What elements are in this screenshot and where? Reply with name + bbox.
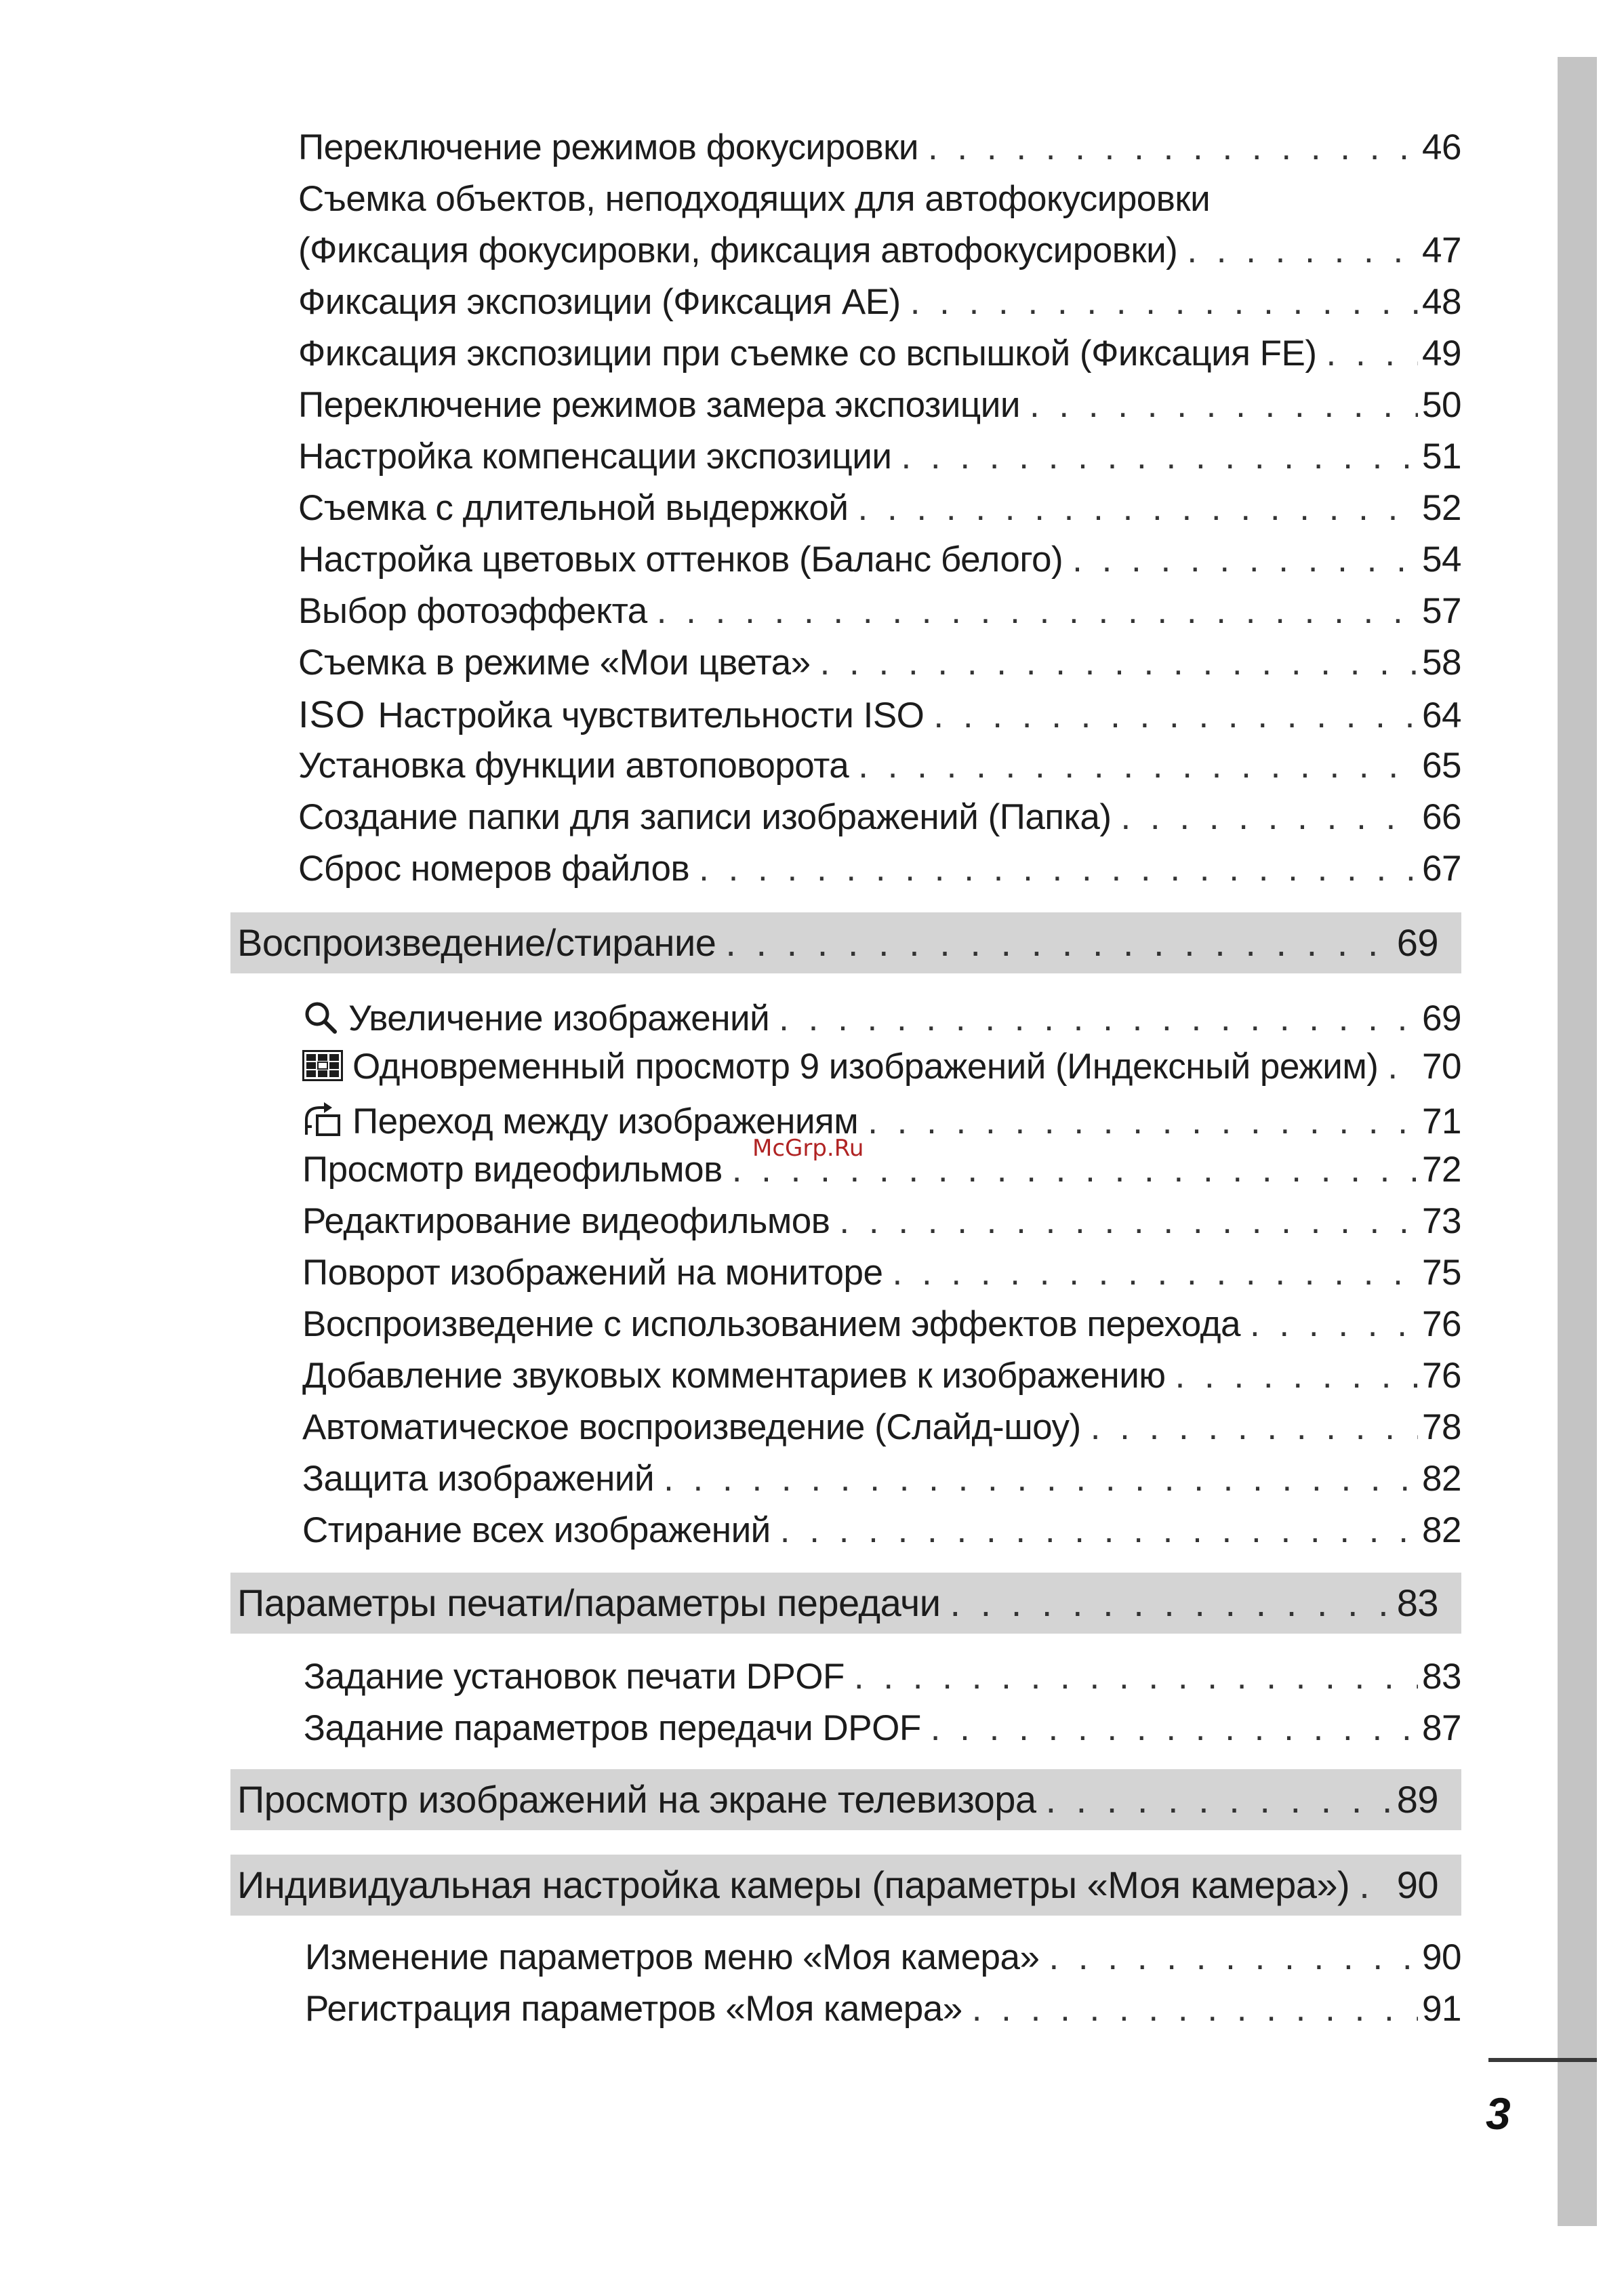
toc-entry-title: Съемка в режиме «Мои цвета» (298, 643, 811, 683)
side-thumb-strip (1558, 57, 1597, 2226)
toc-entry-title: Сброс номеров файлов (298, 849, 690, 889)
toc-entry-title: Создание папки для записи изображений (Папка) (298, 797, 1112, 837)
page-number: 3 (1486, 2088, 1511, 2139)
toc-entry-title: Одновременный просмотр 9 изображений (Индексный режим) (352, 1047, 1379, 1087)
toc-entry-title: Настройка компенсации экспозиции (298, 437, 892, 477)
toc-entry-title: Поворот изображений на мониторе (302, 1253, 883, 1293)
toc-entry-page: 75 (1422, 1253, 1461, 1293)
toc-entry-page: 83 (1422, 1657, 1461, 1697)
leader-dots (858, 744, 1418, 788)
toc-entry-page: 69 (1422, 998, 1461, 1038)
leader-dots (972, 1987, 1418, 2031)
leader-dots (893, 1251, 1419, 1295)
toc-entry[interactable] (302, 1200, 1461, 1243)
leader-dots (910, 281, 1418, 324)
section-title: Просмотр изображений на экране телевизора (237, 1778, 1036, 1821)
toc-entry[interactable] (302, 1303, 1461, 1346)
toc-entry-page: 64 (1422, 695, 1461, 735)
toc-entry-title: Задание установок печати DPOF (304, 1657, 845, 1697)
section-title: Параметры печати/параметры передачи (237, 1581, 941, 1624)
toc-entry[interactable] (302, 1045, 1461, 1089)
leader-dots (933, 694, 1418, 738)
toc-entry-page: 82 (1422, 1459, 1461, 1499)
leader-dots (1187, 229, 1418, 272)
leader-dots (1091, 1406, 1418, 1449)
toc-entry-title: Просмотр видеофильмов (302, 1150, 723, 1190)
section-heading (237, 1581, 1438, 1625)
toc-entry-page: 91 (1422, 1989, 1461, 2029)
toc-entry-page: 57 (1422, 591, 1461, 631)
toc-entry[interactable] (298, 332, 1461, 376)
toc-entry-page: 52 (1422, 488, 1461, 528)
toc-entry-title: Фиксация экспозиции при съемке со вспышкой (Фиксация FE) (298, 334, 1317, 373)
toc-entry-page: 66 (1422, 797, 1461, 837)
toc-entry-title-line1[interactable]: Съемка объектов, неподходящих для автофокусировки (298, 179, 1211, 219)
magnify-icon (302, 999, 339, 1036)
toc-entry[interactable] (298, 435, 1461, 479)
leader-dots (1250, 1303, 1418, 1346)
leader-dots (779, 997, 1418, 1041)
toc-entry[interactable] (298, 693, 1461, 736)
toc-entry-title: Увеличение изображений (348, 998, 770, 1038)
leader-dots (725, 921, 1392, 965)
toc-entry-page: 67 (1422, 849, 1461, 889)
leader-dots (699, 847, 1418, 891)
toc-entry-title: Добавление звуковых комментариев к изображению (302, 1356, 1166, 1396)
toc-entry[interactable] (302, 1509, 1461, 1552)
leader-dots (858, 487, 1419, 530)
toc-entry[interactable] (302, 1148, 1461, 1192)
section-heading (237, 921, 1438, 965)
leader-dots (1175, 1354, 1418, 1398)
toc-entry-title: Изменение параметров меню «Моя камера» (305, 1937, 1040, 1977)
toc-entry-title: Настройка цветовых оттенков (Баланс белого) (298, 540, 1063, 580)
toc-entry[interactable] (298, 590, 1461, 633)
toc-entry-title: Регистрация параметров «Моя камера» (305, 1989, 962, 2029)
toc-entry-title: Переключение режимов фокусировки (298, 127, 918, 167)
leader-dots (1072, 538, 1418, 582)
toc-entry[interactable] (302, 1457, 1461, 1501)
leader-dots (780, 1509, 1418, 1552)
toc-entry-page: 82 (1422, 1510, 1461, 1550)
toc-entry-title: Переход между изображениям (352, 1102, 859, 1142)
leader-dots (820, 641, 1418, 685)
toc-entry-title: Съемка с длительной выдержкой (298, 488, 849, 528)
section-band-print[interactable] (230, 1573, 1461, 1634)
toc-entry-title: Редактирование видеофильмов (302, 1201, 830, 1241)
toc-entry-page: 48 (1422, 282, 1461, 322)
toc-entry[interactable] (302, 1251, 1461, 1295)
leader-dots (1120, 796, 1418, 839)
section-band-my-camera[interactable] (230, 1855, 1461, 1916)
toc-entry-title: Настройка чувствительности ISO (378, 695, 925, 735)
leader-dots (1030, 384, 1418, 427)
toc-entry[interactable] (302, 1354, 1461, 1398)
toc-entry-page: 51 (1422, 437, 1461, 477)
leader-dots (657, 590, 1418, 633)
toc-entry-page: 49 (1422, 334, 1461, 373)
toc-entry-title: Выбор фотоэффекта (298, 591, 647, 631)
jump-icon (302, 1101, 343, 1137)
toc-entry-title: Задание параметров передачи DPOF (304, 1708, 921, 1748)
toc-entry-page: 47 (1422, 230, 1461, 270)
section-page: 69 (1396, 921, 1438, 964)
section-band-playback[interactable] (230, 912, 1461, 973)
toc-entry[interactable] (302, 1097, 1461, 1140)
section-page: 90 (1396, 1863, 1438, 1906)
toc-entry[interactable] (304, 1655, 1461, 1699)
toc-entry-title: Фиксация экспозиции (Фиксация AE) (298, 282, 901, 322)
iso-icon: ISO (298, 693, 366, 735)
toc-entry[interactable] (302, 994, 1461, 1037)
section-heading (237, 1863, 1438, 1907)
section-page: 89 (1396, 1778, 1438, 1821)
toc-entry[interactable] (302, 1406, 1461, 1449)
toc-entry-page: 87 (1422, 1708, 1461, 1748)
section-title: Индивидуальная настройка камеры (параметры «Моя камера») (237, 1863, 1350, 1906)
toc-entry-title: (Фиксация фокусировки, фиксация автофокусировки) (298, 230, 1178, 270)
leader-dots (931, 1707, 1418, 1750)
leader-dots (854, 1655, 1418, 1699)
leader-dots (1326, 332, 1419, 376)
toc-entry-title: Установка функции автоповорота (298, 746, 849, 786)
watermark: McGrp.Ru (752, 1135, 864, 1162)
toc-entry[interactable] (298, 487, 1461, 530)
leader-dots (664, 1457, 1418, 1501)
leader-dots (950, 1581, 1392, 1625)
section-page: 83 (1396, 1581, 1438, 1624)
toc-entry[interactable] (298, 538, 1461, 582)
toc-entry-page: 72 (1422, 1150, 1461, 1190)
toc-entry-title: Защита изображений (302, 1459, 655, 1499)
toc-entry[interactable] (305, 1936, 1461, 1979)
toc-entry-page: 76 (1422, 1304, 1461, 1344)
toc-entry[interactable] (298, 796, 1461, 839)
toc-entry-page: 76 (1422, 1356, 1461, 1396)
leader-dots (901, 435, 1418, 479)
toc-entry[interactable] (298, 229, 1461, 272)
leader-dots (1046, 1778, 1393, 1821)
toc-entry[interactable] (298, 641, 1461, 685)
section-title: Воспроизведение/стирание (237, 921, 716, 964)
toc-entry[interactable] (305, 1987, 1461, 2031)
toc-entry-title: Стирание всех изображений (302, 1510, 771, 1550)
toc-entry-page: 54 (1422, 540, 1461, 580)
toc-entry[interactable] (298, 384, 1461, 427)
toc-entry-page: 73 (1422, 1201, 1461, 1241)
toc-entry-page: 71 (1422, 1102, 1461, 1142)
toc-entry[interactable] (298, 126, 1461, 169)
section-band-tv[interactable] (230, 1769, 1461, 1830)
toc-entry[interactable] (298, 281, 1461, 324)
toc-entry-page: 78 (1422, 1407, 1461, 1447)
leader-dots (1359, 1863, 1393, 1907)
toc-entry-page: 70 (1422, 1047, 1461, 1087)
side-rule (1488, 2058, 1597, 2062)
leader-dots (868, 1100, 1418, 1144)
toc-entry-page: 58 (1422, 643, 1461, 683)
toc-entry-page: 65 (1422, 746, 1461, 786)
index-grid-icon (302, 1048, 343, 1079)
toc-entry-title: Автоматическое воспроизведение (Слайд-шоу) (302, 1407, 1081, 1447)
toc-entry-title: Переключение режимов замера экспозиции (298, 385, 1020, 425)
leader-dots (928, 126, 1418, 169)
toc-entry-page: 90 (1422, 1937, 1461, 1977)
toc-entry-page: 46 (1422, 127, 1461, 167)
leader-dots (1049, 1936, 1418, 1979)
leader-dots (1387, 1045, 1418, 1089)
toc-entry[interactable] (298, 847, 1461, 891)
toc-entry-title: Воспроизведение с использованием эффектов перехода (302, 1304, 1240, 1344)
toc-entry-page: 50 (1422, 385, 1461, 425)
toc-entry[interactable] (304, 1707, 1461, 1750)
section-heading (237, 1778, 1438, 1821)
toc-entry[interactable] (298, 744, 1461, 788)
leader-dots (839, 1200, 1418, 1243)
